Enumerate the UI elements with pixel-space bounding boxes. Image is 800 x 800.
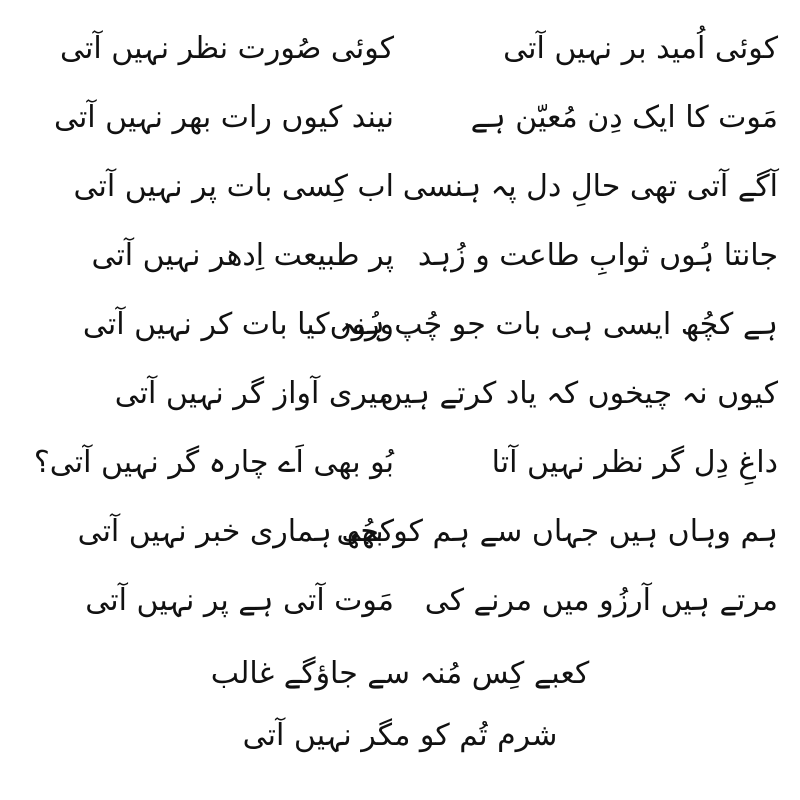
couplet-6 (22, 359, 778, 428)
couplet-9-second-line: مَوت آتی ہے پر نہیں آتی (85, 583, 394, 618)
couplet-7 (22, 428, 778, 497)
couplet-1-first-line: کوئی اُمید بر نہیں آتی (503, 31, 778, 66)
maqta-couplet (22, 643, 778, 767)
maqta-first-line: کعبے کِس مُنہ سے جاؤگے غالب (210, 656, 590, 691)
couplet-4-second-line: پر طبیعت اِدھر نہیں آتی (91, 238, 394, 273)
couplet-5 (22, 290, 778, 359)
couplet-4-first-line: جانتا ہُوں ثوابِ طاعت و زُہد (417, 238, 778, 273)
couplet-2-first-line: مَوت کا ایک دِن مُعیّن ہے (470, 100, 778, 135)
couplet-3-second-line: اب کِسی بات پر نہیں آتی (73, 169, 394, 204)
couplet-6-second-line: میری آواز گر نہیں آتی (114, 376, 394, 411)
couplet-3 (22, 152, 778, 221)
couplet-5-second-line: ورنہ کیا بات کر نہیں آتی (82, 307, 394, 342)
couplet-5-first-line: ہے کچُھ ایسی ہی بات جو چُپ ہُوں (329, 307, 778, 342)
maqta-second-line: شرم تُم کو مگر نہیں آتی (242, 718, 558, 753)
couplet-list (22, 14, 778, 635)
couplet-8 (22, 497, 778, 566)
couplet-2 (22, 83, 778, 152)
couplet-2-second-line: نیند کیوں رات بھر نہیں آتی (53, 100, 394, 135)
couplet-8-second-line: کچُھ ہماری خبر نہیں آتی (77, 514, 394, 549)
couplet-1 (22, 14, 778, 83)
couplet-7-first-line: داغِ دِل گر نظر نہیں آتا (491, 445, 778, 480)
couplet-1-second-line: کوئی صُورت نظر نہیں آتی (60, 31, 394, 66)
couplet-4 (22, 221, 778, 290)
couplet-6-first-line: کیوں نہ چیخوں کہ یاد کرتے ہیں (380, 376, 778, 411)
couplet-9 (22, 566, 778, 635)
couplet-8-first-line: ہم وہاں ہیں جہاں سے ہم کو بھی (336, 514, 778, 549)
couplet-3-first-line: آگے آتی تھی حالِ دل پہ ہنسی (402, 169, 778, 204)
couplet-9-first-line: مرتے ہیں آرزُو میں مرنے کی (424, 583, 778, 618)
couplet-7-second-line: بُو بھی اَے چارہ گر نہیں آتی؟ (33, 445, 394, 480)
